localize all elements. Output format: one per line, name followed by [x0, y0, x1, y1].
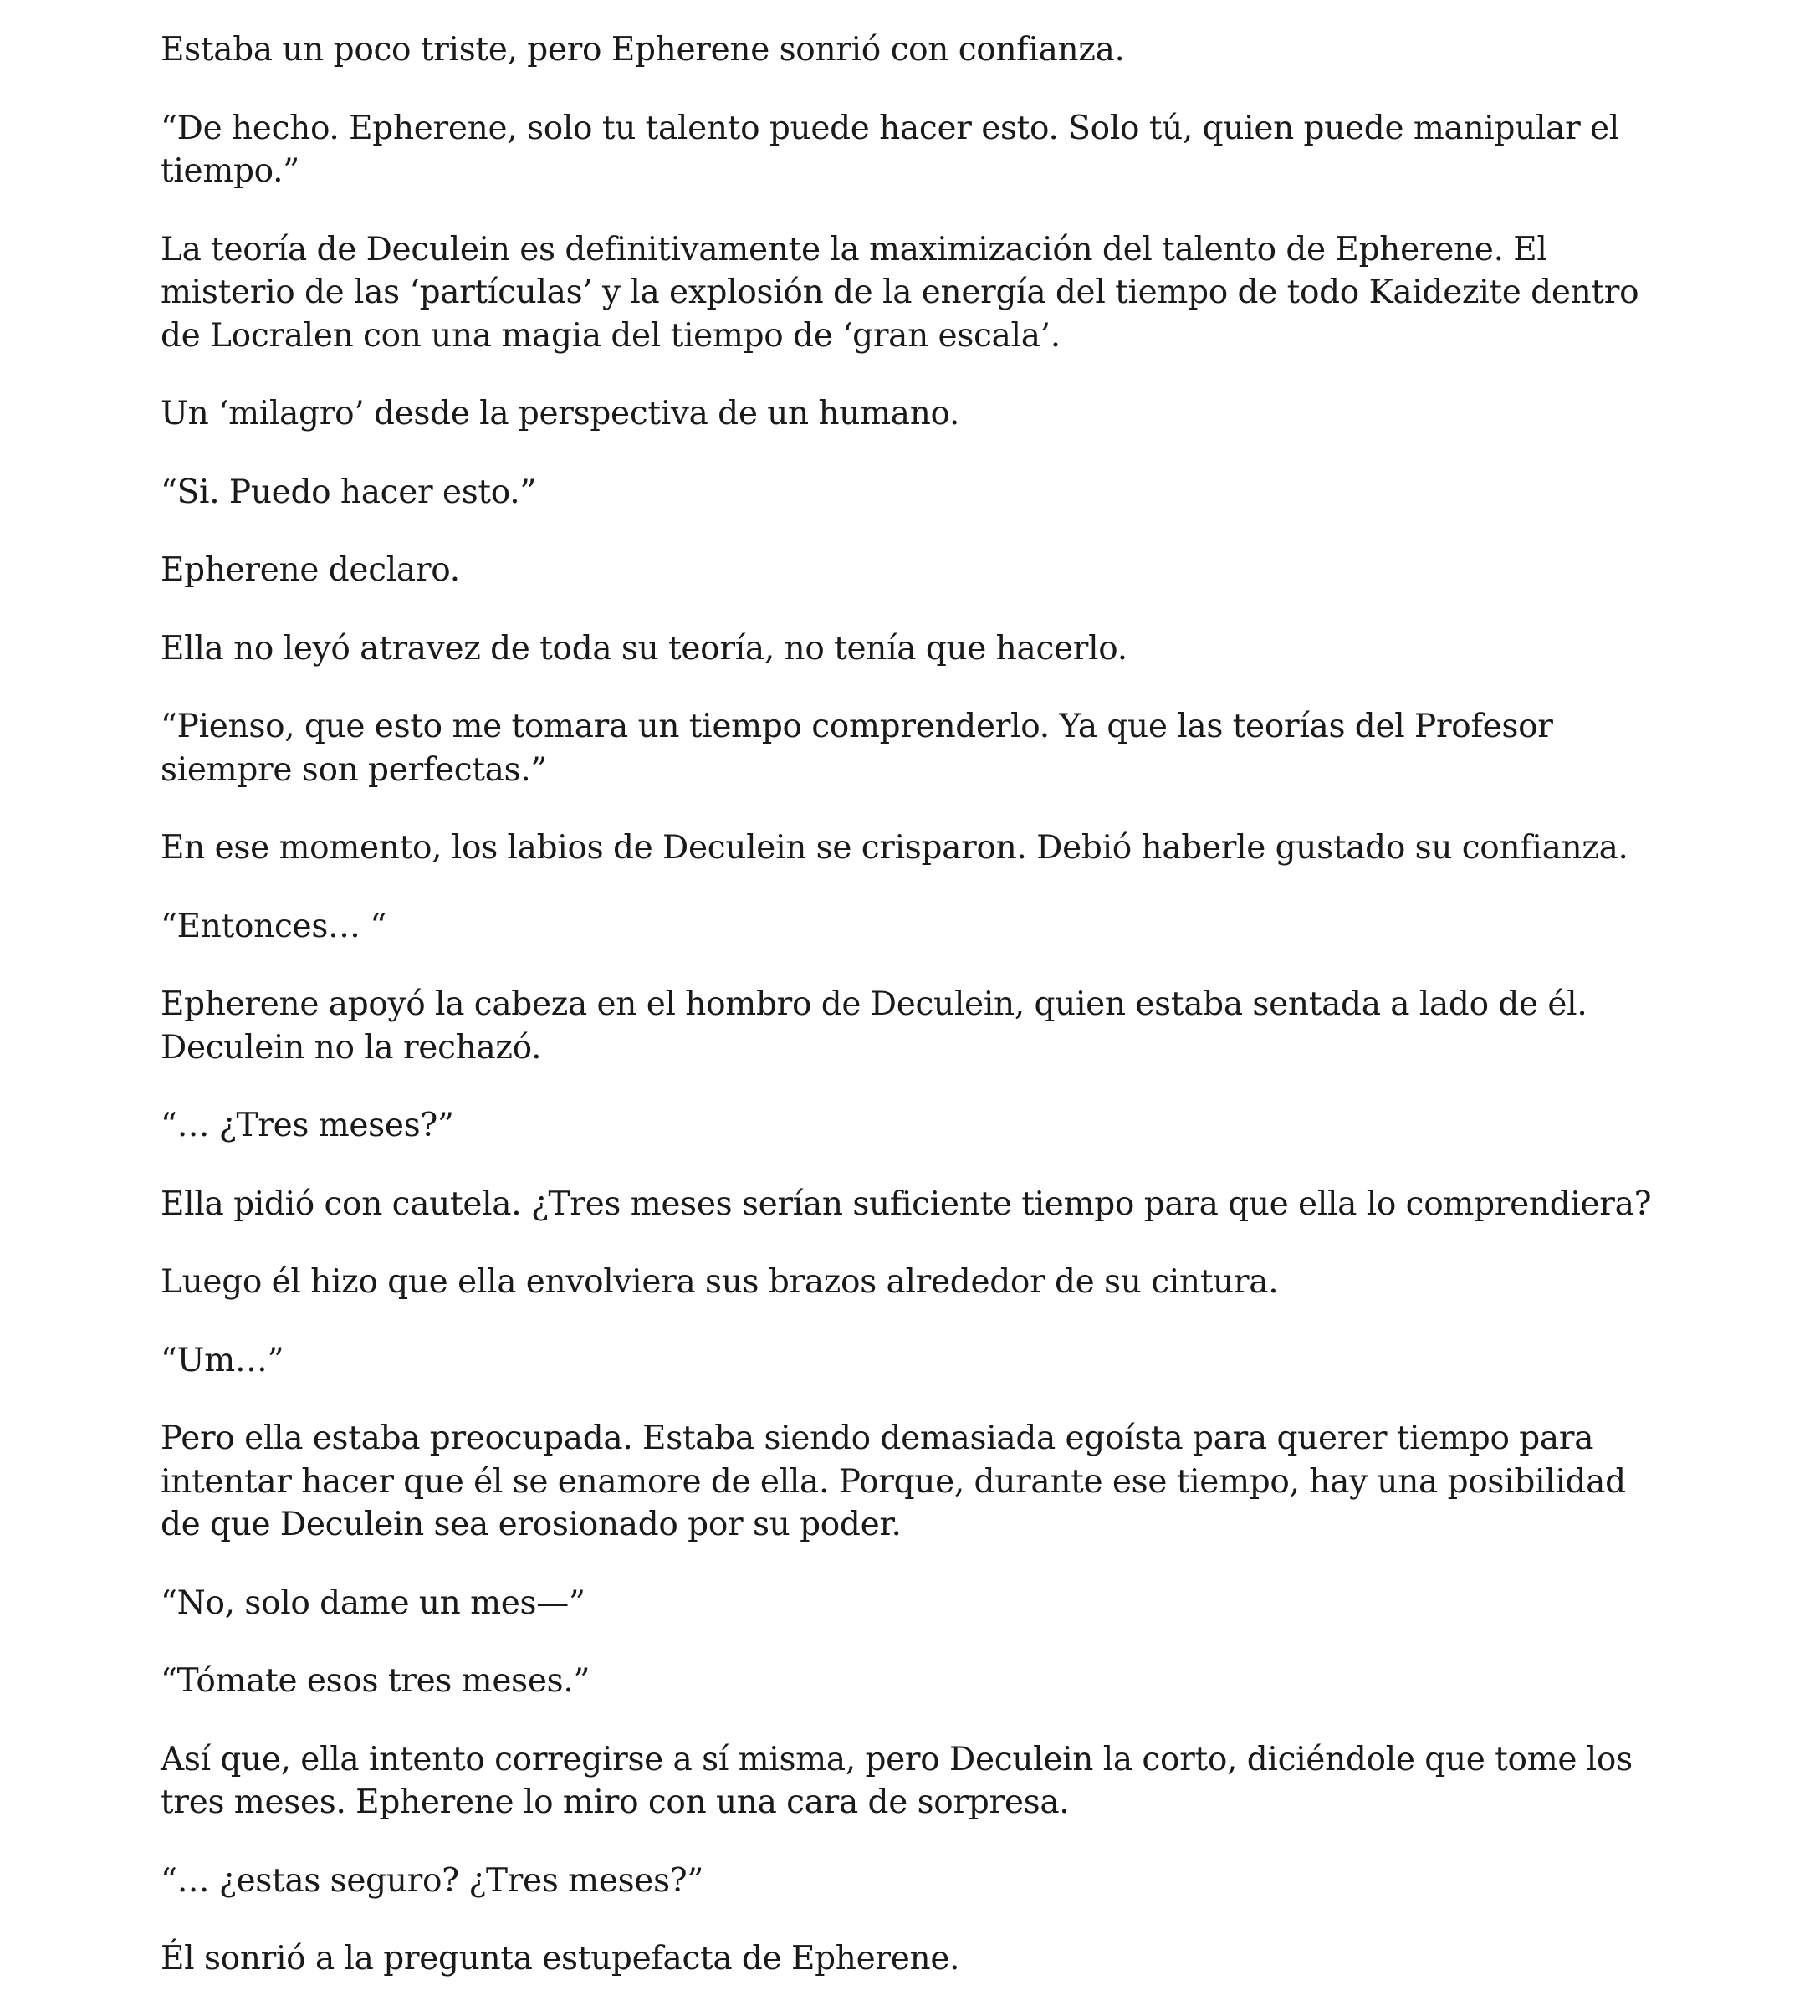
paragraph: “Tómate esos tres meses.”	[161, 1662, 590, 1700]
paragraph: Epherene declaro.	[161, 551, 460, 589]
paragraph: “Entonces… “	[161, 907, 386, 945]
paragraph: “Pienso, que esto me tomara un tiempo comprenderlo. Ya que las teorías del Profesor siempre son perfectas.”	[161, 708, 1553, 789]
paragraph: La teoría de Deculein es definitivamente la maximización del talento de Epherene. El misterio de las ‘partículas’ y la explosión de la energía del tiempo de todo Kaidezite dentro de Locralen con una magia del tiempo de ‘gran escala’.	[161, 230, 1639, 355]
paragraph: Ella pidió con cautela. ¿Tres meses serían suficiente tiempo para que ella lo comprendiera?	[161, 1185, 1652, 1223]
paragraph: “… ¿estas seguro? ¿Tres meses?”	[161, 1861, 704, 1900]
paragraph: Pero ella estaba preocupada. Estaba siendo demasiada egoísta para querer tiempo para intentar hacer que él se enamore de ella. Porque, durante ese tiempo, hay una posibilidad de que Deculein sea erosionado por su poder.	[161, 1420, 1626, 1543]
paragraph: “No, solo dame un mes—”	[161, 1584, 585, 1622]
paragraph: “De hecho. Epherene, solo tu talento puede hacer esto. Solo tú, quien puede manipular el tiempo.”	[161, 109, 1619, 190]
paragraph: Así que, ella intento corregirse a sí misma, pero Deculein la corto, diciéndole que tome los tres meses. Epherene lo miro con una cara de sorpresa.	[161, 1740, 1633, 1821]
paragraph: Estaba un poco triste, pero Epherene sonrió con confianza.	[161, 31, 1125, 69]
paragraph: “Si. Puedo hacer esto.”	[161, 473, 537, 511]
paragraph: En ese momento, los labios de Deculein se crisparon. Debió haberle gustado su confianza.	[161, 829, 1628, 867]
paragraph: Un ‘milagro’ desde la perspectiva de un humano.	[161, 395, 960, 432]
paragraph: Epherene apoyó la cabeza en el hombro de Deculein, quien estaba sentada a lado de él. Deculein no la rechazó.	[161, 985, 1587, 1067]
paragraph: Él sonrió a la pregunta estupefacta de Epherene.	[161, 1940, 960, 1978]
paragraph: “… ¿Tres meses?”	[161, 1107, 454, 1144]
paragraph: “Um…”	[161, 1341, 284, 1379]
paragraph: Luego él hizo que ella envolviera sus brazos alrededor de su cintura.	[161, 1263, 1279, 1301]
paragraph: Ella no leyó atravez de toda su teoría, no tenía que hacerlo.	[161, 629, 1127, 668]
document-page	[161, 28, 1666, 2016]
